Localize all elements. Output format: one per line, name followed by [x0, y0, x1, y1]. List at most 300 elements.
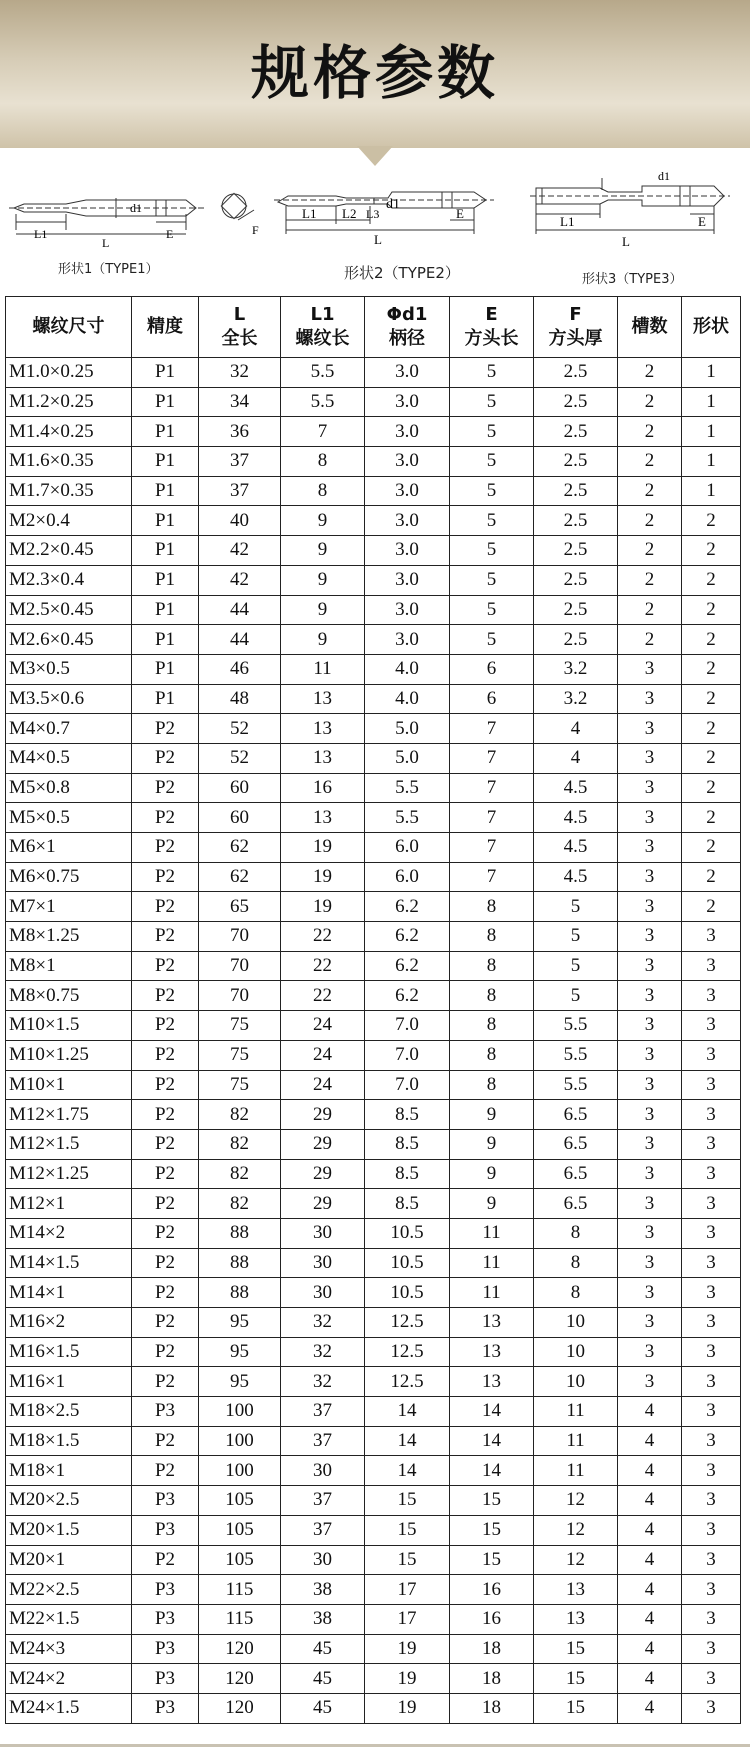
- cell-total-length: 62: [199, 862, 281, 892]
- cell-shape-type: 3: [682, 1278, 741, 1308]
- cell-square-thickness: 3.2: [534, 654, 618, 684]
- diagram-type3: [530, 168, 748, 288]
- cell-shank-diameter: 8.5: [365, 1100, 450, 1130]
- cell-thread-size: M24×2: [6, 1664, 132, 1694]
- cell-square-length: 5: [450, 565, 534, 595]
- tap-drawing-type1: [6, 168, 266, 268]
- cell-thread-length: 9: [281, 506, 365, 536]
- cell-flute-count: 4: [618, 1664, 682, 1694]
- cell-square-length: 6: [450, 684, 534, 714]
- cell-thread-length: 19: [281, 892, 365, 922]
- cell-flute-count: 3: [618, 1367, 682, 1397]
- cell-shank-diameter: 10.5: [365, 1248, 450, 1278]
- cell-precision: P2: [132, 773, 199, 803]
- cell-flute-count: 3: [618, 684, 682, 714]
- cell-thread-length: 30: [281, 1456, 365, 1486]
- cell-total-length: 60: [199, 803, 281, 833]
- cell-square-thickness: 11: [534, 1397, 618, 1427]
- cell-square-thickness: 2.5: [534, 625, 618, 655]
- cell-square-length: 7: [450, 833, 534, 863]
- cell-thread-length: 30: [281, 1248, 365, 1278]
- cell-precision: P1: [132, 565, 199, 595]
- cell-thread-size: M8×0.75: [6, 981, 132, 1011]
- cell-shape-type: 2: [682, 892, 741, 922]
- cell-flute-count: 2: [618, 536, 682, 566]
- cell-total-length: 44: [199, 595, 281, 625]
- cell-thread-length: 9: [281, 536, 365, 566]
- cell-thread-size: M20×1: [6, 1545, 132, 1575]
- table-row: [6, 1129, 741, 1159]
- cell-precision: P2: [132, 1218, 199, 1248]
- cell-shape-type: 3: [682, 1159, 741, 1189]
- cell-square-thickness: 2.5: [534, 476, 618, 506]
- cell-thread-size: M20×1.5: [6, 1515, 132, 1545]
- cell-square-thickness: 15: [534, 1634, 618, 1664]
- cell-shank-diameter: 17: [365, 1604, 450, 1634]
- cell-total-length: 75: [199, 1070, 281, 1100]
- cell-total-length: 120: [199, 1664, 281, 1694]
- cell-square-thickness: 2.5: [534, 536, 618, 566]
- cell-shank-diameter: 7.0: [365, 1011, 450, 1041]
- cell-total-length: 105: [199, 1515, 281, 1545]
- cell-thread-size: M18×1: [6, 1456, 132, 1486]
- cell-shape-type: 3: [682, 1337, 741, 1367]
- cell-shank-diameter: 15: [365, 1515, 450, 1545]
- cell-square-length: 7: [450, 773, 534, 803]
- cell-total-length: 95: [199, 1337, 281, 1367]
- cell-square-thickness: 4.5: [534, 862, 618, 892]
- cell-square-thickness: 5.5: [534, 1011, 618, 1041]
- cell-thread-length: 37: [281, 1486, 365, 1516]
- column-header-shank-diameter: [365, 297, 450, 358]
- cell-thread-size: M12×1.25: [6, 1159, 132, 1189]
- table-row: [6, 1426, 741, 1456]
- dim-label-l: L: [102, 236, 110, 250]
- cell-shank-diameter: 10.5: [365, 1278, 450, 1308]
- cell-shape-type: 3: [682, 1129, 741, 1159]
- cell-precision: P1: [132, 684, 199, 714]
- cell-total-length: 37: [199, 447, 281, 477]
- dim-label-l1: L1: [302, 206, 317, 221]
- cell-square-thickness: 2.5: [534, 387, 618, 417]
- cell-shape-type: 3: [682, 1515, 741, 1545]
- cell-shank-diameter: 10.5: [365, 1218, 450, 1248]
- cell-total-length: 44: [199, 625, 281, 655]
- table-row: [6, 1337, 741, 1367]
- cell-total-length: 52: [199, 743, 281, 773]
- table-row: [6, 1486, 741, 1516]
- cell-total-length: 75: [199, 1011, 281, 1041]
- cell-precision: P1: [132, 476, 199, 506]
- cell-precision: P1: [132, 595, 199, 625]
- cell-square-length: 5: [450, 417, 534, 447]
- cell-shape-type: 3: [682, 1308, 741, 1338]
- cell-flute-count: 4: [618, 1486, 682, 1516]
- cell-shape-type: 2: [682, 803, 741, 833]
- cell-shape-type: 3: [682, 1426, 741, 1456]
- cell-thread-length: 24: [281, 1011, 365, 1041]
- cell-square-length: 6: [450, 654, 534, 684]
- cell-flute-count: 2: [618, 506, 682, 536]
- table-row: [6, 1189, 741, 1219]
- column-header-total-length: [199, 297, 281, 358]
- column-header-line2: 螺纹长: [295, 328, 350, 349]
- cell-shank-diameter: 12.5: [365, 1308, 450, 1338]
- column-header-line2: 全长: [221, 328, 258, 349]
- cell-thread-size: M12×1.75: [6, 1100, 132, 1130]
- cell-square-length: 13: [450, 1367, 534, 1397]
- cell-square-thickness: 8: [534, 1248, 618, 1278]
- cell-precision: P3: [132, 1486, 199, 1516]
- table-row: [6, 536, 741, 566]
- table-row: [6, 1545, 741, 1575]
- table-row: [6, 417, 741, 447]
- cell-total-length: 100: [199, 1426, 281, 1456]
- cell-thread-size: M14×1: [6, 1278, 132, 1308]
- cell-shape-type: 3: [682, 951, 741, 981]
- cell-square-thickness: 2.5: [534, 565, 618, 595]
- table-row: [6, 714, 741, 744]
- cell-precision: P2: [132, 1456, 199, 1486]
- cell-shape-type: 2: [682, 654, 741, 684]
- cell-thread-length: 29: [281, 1189, 365, 1219]
- cell-shank-diameter: 8.5: [365, 1159, 450, 1189]
- cell-shank-diameter: 8.5: [365, 1189, 450, 1219]
- table-row: [6, 862, 741, 892]
- cell-shape-type: 2: [682, 565, 741, 595]
- cell-square-length: 9: [450, 1189, 534, 1219]
- cell-square-thickness: 6.5: [534, 1129, 618, 1159]
- table-row: [6, 476, 741, 506]
- cell-thread-length: 29: [281, 1100, 365, 1130]
- cell-shank-diameter: 7.0: [365, 1070, 450, 1100]
- cell-shape-type: 3: [682, 1456, 741, 1486]
- cell-precision: P3: [132, 1515, 199, 1545]
- cell-thread-length: 16: [281, 773, 365, 803]
- cell-square-length: 7: [450, 862, 534, 892]
- cell-precision: P2: [132, 1367, 199, 1397]
- cell-thread-size: M14×1.5: [6, 1248, 132, 1278]
- cell-thread-length: 5.5: [281, 358, 365, 388]
- cell-square-length: 13: [450, 1308, 534, 1338]
- cell-flute-count: 2: [618, 595, 682, 625]
- cell-precision: P3: [132, 1397, 199, 1427]
- cell-thread-size: M16×2: [6, 1308, 132, 1338]
- cell-square-length: 16: [450, 1575, 534, 1605]
- column-header-line1: 精度: [147, 316, 183, 337]
- cell-square-thickness: 4.5: [534, 773, 618, 803]
- cell-flute-count: 4: [618, 1604, 682, 1634]
- table-row: [6, 1604, 741, 1634]
- cell-thread-length: 9: [281, 565, 365, 595]
- cell-flute-count: 3: [618, 714, 682, 744]
- cell-precision: P3: [132, 1693, 199, 1723]
- cell-shape-type: 2: [682, 684, 741, 714]
- cell-total-length: 95: [199, 1308, 281, 1338]
- cell-flute-count: 4: [618, 1426, 682, 1456]
- dim-label-l2: L2: [342, 206, 357, 221]
- cell-flute-count: 3: [618, 1218, 682, 1248]
- cell-square-length: 8: [450, 1040, 534, 1070]
- cell-flute-count: 3: [618, 1100, 682, 1130]
- cell-shape-type: 2: [682, 833, 741, 863]
- cell-thread-size: M1.0×0.25: [6, 358, 132, 388]
- diagram-caption-type1: 形状1（TYPE1）: [58, 262, 159, 277]
- cell-shape-type: 1: [682, 387, 741, 417]
- cell-square-thickness: 10: [534, 1337, 618, 1367]
- cell-thread-length: 45: [281, 1664, 365, 1694]
- table-row: [6, 1515, 741, 1545]
- cell-thread-length: 22: [281, 951, 365, 981]
- tap-drawing-type3: [530, 168, 748, 268]
- cell-shape-type: 3: [682, 922, 741, 952]
- cell-square-length: 5: [450, 387, 534, 417]
- cell-shape-type: 3: [682, 1604, 741, 1634]
- cell-flute-count: 4: [618, 1397, 682, 1427]
- cell-square-length: 14: [450, 1456, 534, 1486]
- cell-thread-length: 22: [281, 981, 365, 1011]
- cell-total-length: 32: [199, 358, 281, 388]
- dim-label-l: L: [622, 234, 630, 249]
- cell-total-length: 120: [199, 1693, 281, 1723]
- cell-square-thickness: 5: [534, 981, 618, 1011]
- cell-thread-length: 30: [281, 1278, 365, 1308]
- cell-thread-size: M5×0.8: [6, 773, 132, 803]
- column-header-line2: 方头长: [464, 328, 519, 349]
- cell-thread-size: M7×1: [6, 892, 132, 922]
- table-row: [6, 387, 741, 417]
- cell-thread-length: 13: [281, 684, 365, 714]
- cell-total-length: 46: [199, 654, 281, 684]
- cell-shank-diameter: 3.0: [365, 476, 450, 506]
- cell-total-length: 48: [199, 684, 281, 714]
- cell-square-thickness: 2.5: [534, 417, 618, 447]
- cell-shank-diameter: 5.5: [365, 803, 450, 833]
- cell-shape-type: 2: [682, 862, 741, 892]
- column-header-line2: 方头厚: [548, 328, 603, 349]
- cell-thread-size: M4×0.7: [6, 714, 132, 744]
- cell-square-thickness: 12: [534, 1486, 618, 1516]
- table-row: [6, 1040, 741, 1070]
- cell-thread-length: 13: [281, 714, 365, 744]
- cell-shank-diameter: 3.0: [365, 417, 450, 447]
- cell-shape-type: 3: [682, 1664, 741, 1694]
- cell-flute-count: 3: [618, 1278, 682, 1308]
- cell-flute-count: 2: [618, 447, 682, 477]
- cell-precision: P2: [132, 833, 199, 863]
- cell-shank-diameter: 12.5: [365, 1367, 450, 1397]
- cell-total-length: 36: [199, 417, 281, 447]
- cell-thread-length: 45: [281, 1634, 365, 1664]
- dim-label-l1: L1: [560, 214, 575, 229]
- cell-square-thickness: 12: [534, 1515, 618, 1545]
- cell-shape-type: 2: [682, 714, 741, 744]
- cell-square-length: 18: [450, 1664, 534, 1694]
- cell-shank-diameter: 14: [365, 1456, 450, 1486]
- cell-square-length: 7: [450, 803, 534, 833]
- cell-shank-diameter: 6.0: [365, 833, 450, 863]
- cell-total-length: 100: [199, 1456, 281, 1486]
- cell-flute-count: 3: [618, 803, 682, 833]
- cell-thread-size: M6×0.75: [6, 862, 132, 892]
- cell-total-length: 70: [199, 981, 281, 1011]
- cell-flute-count: 3: [618, 833, 682, 863]
- cell-flute-count: 4: [618, 1575, 682, 1605]
- table-row: [6, 1070, 741, 1100]
- cell-precision: P2: [132, 922, 199, 952]
- cell-thread-size: M18×2.5: [6, 1397, 132, 1427]
- cell-thread-length: 32: [281, 1367, 365, 1397]
- cell-thread-length: 38: [281, 1575, 365, 1605]
- cell-shape-type: 1: [682, 476, 741, 506]
- cell-shank-diameter: 3.0: [365, 506, 450, 536]
- cell-shank-diameter: 19: [365, 1693, 450, 1723]
- cell-square-length: 7: [450, 714, 534, 744]
- cell-flute-count: 3: [618, 1040, 682, 1070]
- cell-square-length: 5: [450, 506, 534, 536]
- cell-shape-type: 3: [682, 1100, 741, 1130]
- dim-label-e: E: [166, 227, 174, 241]
- cell-flute-count: 4: [618, 1545, 682, 1575]
- cell-shank-diameter: 3.0: [365, 387, 450, 417]
- cell-square-thickness: 2.5: [534, 358, 618, 388]
- cell-shank-diameter: 15: [365, 1486, 450, 1516]
- cell-total-length: 82: [199, 1100, 281, 1130]
- cell-shank-diameter: 19: [365, 1634, 450, 1664]
- cell-shank-diameter: 3.0: [365, 358, 450, 388]
- table-row: [6, 951, 741, 981]
- cell-shank-diameter: 5.0: [365, 743, 450, 773]
- cell-square-thickness: 11: [534, 1426, 618, 1456]
- cell-flute-count: 4: [618, 1456, 682, 1486]
- cell-square-length: 9: [450, 1129, 534, 1159]
- column-header-line1: E: [485, 304, 498, 325]
- cell-thread-length: 7: [281, 417, 365, 447]
- cell-shank-diameter: 6.2: [365, 892, 450, 922]
- table-body: [6, 358, 741, 1724]
- cell-shape-type: 3: [682, 1070, 741, 1100]
- cell-shank-diameter: 19: [365, 1664, 450, 1694]
- column-header-precision: [132, 297, 199, 358]
- cell-thread-size: M1.7×0.35: [6, 476, 132, 506]
- cell-shape-type: 1: [682, 358, 741, 388]
- cell-shape-type: 2: [682, 743, 741, 773]
- cell-shape-type: 3: [682, 1693, 741, 1723]
- cell-square-length: 9: [450, 1159, 534, 1189]
- cell-shank-diameter: 17: [365, 1575, 450, 1605]
- cell-precision: P2: [132, 1159, 199, 1189]
- cell-precision: P3: [132, 1664, 199, 1694]
- diagram-type2: [274, 168, 510, 288]
- cell-precision: P2: [132, 1426, 199, 1456]
- cell-total-length: 115: [199, 1575, 281, 1605]
- table-row: [6, 1693, 741, 1723]
- cell-precision: P1: [132, 358, 199, 388]
- table-row: [6, 833, 741, 863]
- cell-thread-size: M2.3×0.4: [6, 565, 132, 595]
- cell-thread-size: M24×1.5: [6, 1693, 132, 1723]
- cell-thread-size: M10×1.25: [6, 1040, 132, 1070]
- table-row: [6, 922, 741, 952]
- cell-flute-count: 3: [618, 1248, 682, 1278]
- cell-precision: P1: [132, 417, 199, 447]
- cell-thread-length: 13: [281, 743, 365, 773]
- cell-square-length: 15: [450, 1486, 534, 1516]
- cell-thread-length: 45: [281, 1693, 365, 1723]
- spec-table: [5, 296, 741, 1724]
- cell-thread-size: M3.5×0.6: [6, 684, 132, 714]
- cell-square-thickness: 15: [534, 1693, 618, 1723]
- column-header-flute-count: [618, 297, 682, 358]
- cell-thread-size: M2.6×0.45: [6, 625, 132, 655]
- cell-flute-count: 3: [618, 862, 682, 892]
- table-row: [6, 1634, 741, 1664]
- table-row: [6, 654, 741, 684]
- cell-square-length: 8: [450, 1011, 534, 1041]
- cell-total-length: 70: [199, 922, 281, 952]
- cell-square-length: 8: [450, 922, 534, 952]
- cell-square-length: 13: [450, 1337, 534, 1367]
- cell-thread-length: 38: [281, 1604, 365, 1634]
- cell-shank-diameter: 6.2: [365, 981, 450, 1011]
- cell-flute-count: 3: [618, 1308, 682, 1338]
- table-row: [6, 1100, 741, 1130]
- cell-precision: P2: [132, 743, 199, 773]
- table-row: [6, 684, 741, 714]
- column-header-line1: 形状: [693, 316, 729, 337]
- cell-square-thickness: 8: [534, 1218, 618, 1248]
- table-row: [6, 358, 741, 388]
- column-header-square-thickness: [534, 297, 618, 358]
- cell-total-length: 82: [199, 1159, 281, 1189]
- cell-shape-type: 3: [682, 1189, 741, 1219]
- cell-total-length: 88: [199, 1248, 281, 1278]
- cell-thread-length: 11: [281, 654, 365, 684]
- cell-square-length: 11: [450, 1278, 534, 1308]
- table-row: [6, 743, 741, 773]
- cell-shank-diameter: 5.5: [365, 773, 450, 803]
- cell-square-thickness: 15: [534, 1664, 618, 1694]
- cell-shank-diameter: 15: [365, 1545, 450, 1575]
- cell-flute-count: 4: [618, 1634, 682, 1664]
- dim-label-f: F: [252, 223, 259, 237]
- cell-thread-size: M10×1.5: [6, 1011, 132, 1041]
- cell-precision: P1: [132, 625, 199, 655]
- cell-shape-type: 3: [682, 1545, 741, 1575]
- cell-square-length: 8: [450, 1070, 534, 1100]
- cell-flute-count: 3: [618, 1070, 682, 1100]
- cell-total-length: 42: [199, 565, 281, 595]
- table-row: [6, 595, 741, 625]
- cell-thread-size: M20×2.5: [6, 1486, 132, 1516]
- cell-shape-type: 3: [682, 1486, 741, 1516]
- cell-square-length: 5: [450, 447, 534, 477]
- dim-label-d1: d1: [130, 201, 142, 215]
- cell-thread-length: 19: [281, 833, 365, 863]
- cell-total-length: 105: [199, 1486, 281, 1516]
- cell-thread-size: M12×1.5: [6, 1129, 132, 1159]
- table-row: [6, 1248, 741, 1278]
- cell-shank-diameter: 6.0: [365, 862, 450, 892]
- cell-thread-size: M10×1: [6, 1070, 132, 1100]
- cell-shape-type: 3: [682, 1575, 741, 1605]
- table-row: [6, 1278, 741, 1308]
- cell-thread-size: M8×1: [6, 951, 132, 981]
- table-row: [6, 981, 741, 1011]
- cell-shape-type: 3: [682, 1040, 741, 1070]
- dim-label-l: L: [374, 232, 382, 247]
- cell-square-length: 5: [450, 625, 534, 655]
